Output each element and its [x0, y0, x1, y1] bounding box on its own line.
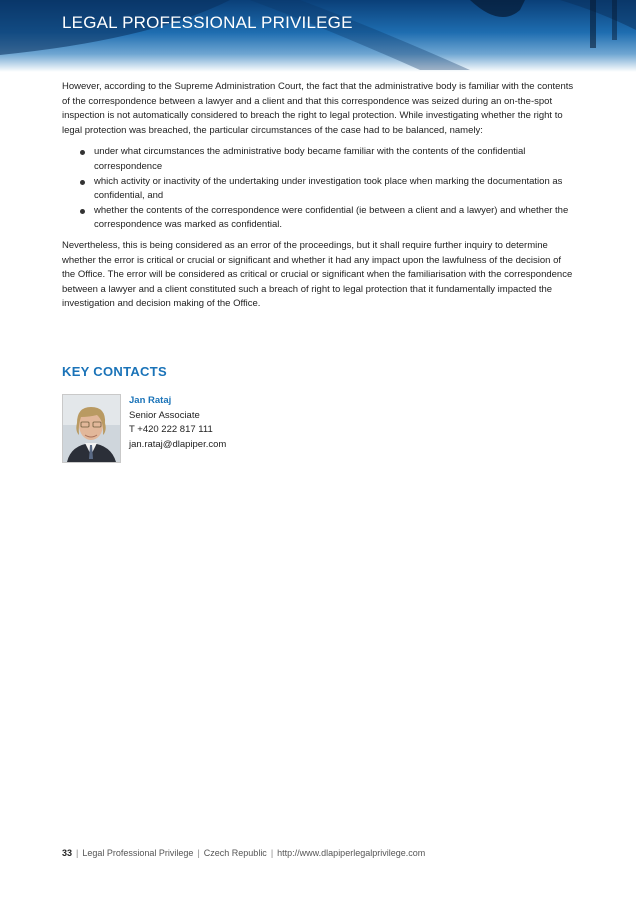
paragraph-1: However, according to the Supreme Administration Court, the fact that the administrative body is familiar with the contents of the correspondence between a lawyer and a client and that this correspondence was seized during an on-the-spot inspection is not automatically considered to breach the right to legal protection. While investigating whether the right to legal protection was breached, the particular circumstances of the case had to be balanced, namely: — [62, 81, 574, 136]
footer-separator: | — [76, 848, 79, 858]
portrait-image — [63, 395, 120, 462]
circumstances-list — [62, 145, 574, 233]
footer-publication: Legal Professional Privilege — [82, 848, 194, 858]
list-item — [62, 145, 574, 174]
contact-phone: T +420 222 817 111 — [129, 424, 213, 435]
document-body — [62, 80, 574, 319]
page-footer — [62, 848, 425, 858]
banner-background-graphic — [0, 0, 636, 72]
header-banner — [0, 0, 636, 72]
paragraph-2: Nevertheless, this is being considered as an error of the proceedings, but it shall require further inquiry to determine whether the error is critical or crucial or significant and whether it had any impact upon the lawfulness of the decision of the Office. The error will be considered as critical or crucial or significant when the familiarisation with the correspondence between a lawyer and a client constituted such a breach of right to legal protection that it fundamentally impacted the investigation and decision making of the Office. — [62, 239, 573, 310]
list-item-text: under what circumstances the administrative body became familiar with the contents of the confidential correspondence — [94, 146, 526, 172]
contact-role: Senior Associate — [129, 409, 200, 421]
bullet-icon — [80, 180, 85, 185]
page-header-title: LEGAL PROFESSIONAL PRIVILEGE — [62, 13, 353, 32]
list-item-text: whether the contents of the correspondence were confidential (ie between a client and a lawyer) and whether the correspondence was marked as confidential. — [94, 204, 569, 231]
footer-separator: | — [197, 848, 200, 858]
footer-url-link[interactable]: http://www.dlapiperlegalprivilege.com — [277, 848, 426, 858]
bullet-icon — [80, 150, 85, 155]
key-contacts-heading: KEY CONTACTS — [62, 364, 167, 379]
list-item-text: which activity or inactivity of the undertaking under investigation took place when marking the documentation as confidential, and — [94, 175, 563, 202]
list-item — [62, 175, 574, 204]
contact-photo — [62, 394, 121, 463]
footer-separator: | — [270, 848, 274, 858]
list-item — [62, 204, 574, 233]
footer-country: Czech Republic — [203, 848, 267, 858]
contact-email[interactable]: jan.rataj@dlapiper.com — [129, 438, 227, 450]
contact-name: Jan Rataj — [129, 395, 172, 406]
contact-details — [129, 394, 226, 452]
bullet-icon — [80, 209, 85, 214]
page-number: 33 — [62, 848, 73, 858]
